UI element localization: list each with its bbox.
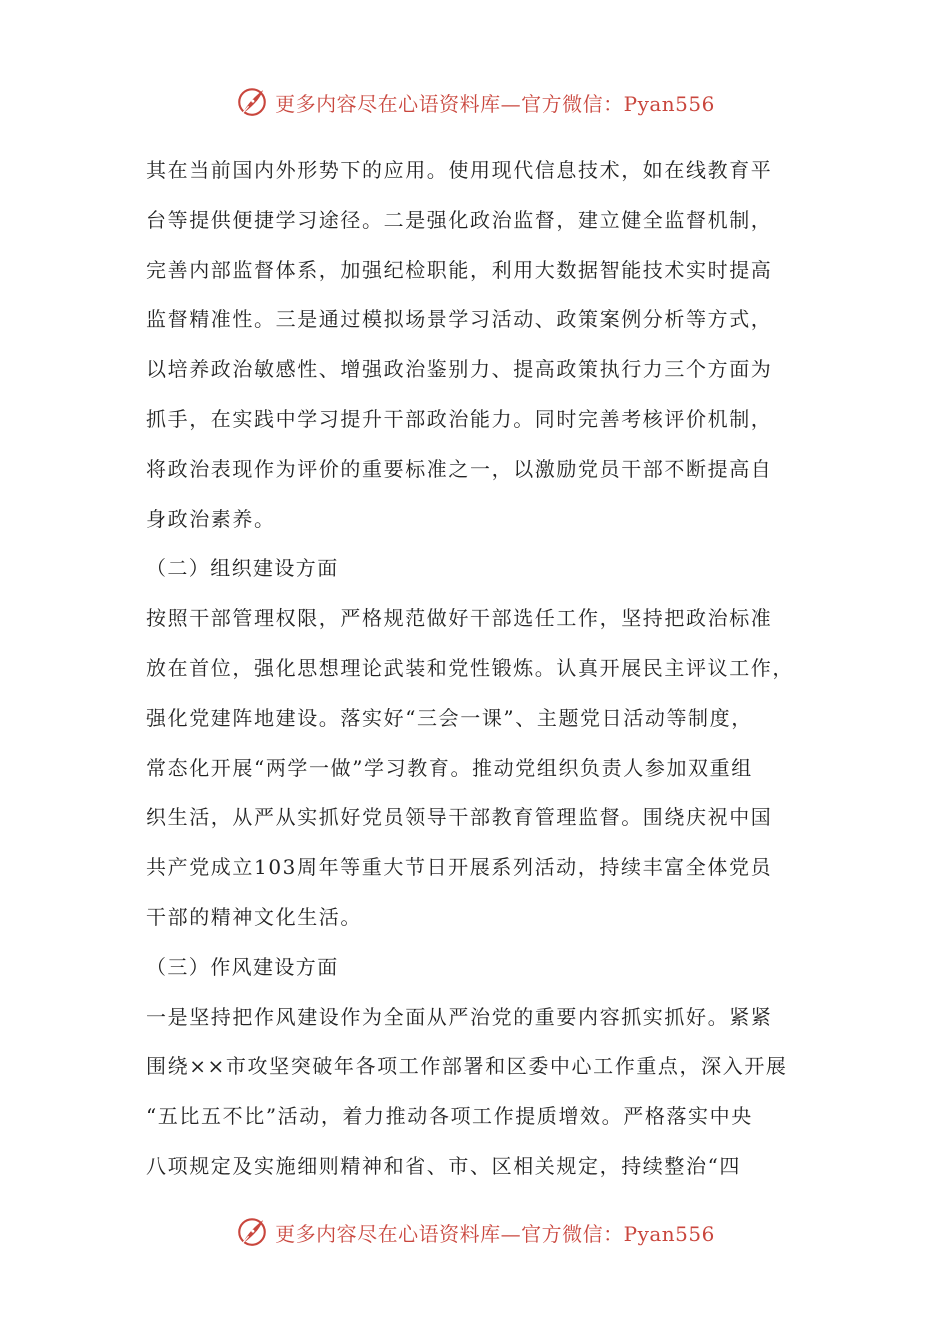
- body-line: 其在当前国内外形势下的应用。使用现代信息技术，如在线教育平: [146, 158, 773, 182]
- body-line: 按照干部管理权限，严格规范做好干部选任工作，坚持把政治标准: [146, 606, 773, 631]
- body-line: 八项规定及实施细则精神和省、市、区相关规定，持续整治“四: [146, 1153, 742, 1178]
- body-line: “五比五不比”活动，着力推动各项工作提质增效。严格落实中央: [146, 1104, 753, 1129]
- body-line: 围绕××市攻坚突破年各项工作部署和区委中心工作重点，深入开展: [146, 1054, 788, 1079]
- body-line: 抓手，在实践中学习提升干部政治能力。同时完善考核评价机制，: [146, 406, 773, 431]
- section-heading-work-style: （三）作风建设方面: [146, 954, 339, 979]
- body-line: 强化党建阵地建设。落实好“三会一课”、主题党日活动等制度，: [146, 705, 753, 730]
- body-line: 放在首位，强化思想理论武装和党性锻炼。认真开展民主评议工作，: [146, 655, 794, 680]
- body-line: 完善内部监督体系，加强纪检职能，利用大数据智能技术实时提高: [146, 257, 773, 282]
- section-heading-organization: （二）组织建设方面: [146, 556, 339, 581]
- footer-watermark-banner: [0, 1210, 950, 1254]
- body-line: 台等提供便捷学习途径。二是强化政治监督，建立健全监督机制，: [146, 207, 773, 232]
- body-line: 一是坚持把作风建设作为全面从严治党的重要内容抓实抓好。紧紧: [146, 1004, 773, 1029]
- body-line: 共产党成立103周年等重大节日开展系列活动，持续丰富全体党员: [146, 855, 773, 880]
- header-watermark-banner: [0, 80, 950, 124]
- body-line: 将政治表现作为评价的重要标准之一，以激励党员干部不断提高自: [146, 456, 773, 481]
- body-line: 常态化开展“两学一做”学习教育。推动党组织负责人参加双重组: [146, 755, 753, 780]
- pen-nib-icon: [235, 1215, 269, 1249]
- body-line: 织生活，从严从实抓好党员领导干部教育管理监督。围绕庆祝中国: [146, 805, 773, 830]
- body-line: 以培养政治敏感性、增强政治鉴别力、提高政策执行力三个方面为: [146, 357, 773, 382]
- body-line: 身政治素养。: [146, 506, 276, 531]
- pen-nib-icon: [235, 85, 269, 119]
- footer-watermark-text: 更多内容尽在心语资料库—官方微信：Pyan556: [275, 1221, 715, 1246]
- body-line: 干部的精神文化生活。: [146, 904, 362, 929]
- body-line: 监督精准性。三是通过模拟场景学习活动、政策案例分析等方式，: [146, 307, 773, 332]
- header-watermark-text: 更多内容尽在心语资料库—官方微信：Pyan556: [275, 91, 715, 116]
- document-body: [146, 146, 818, 1192]
